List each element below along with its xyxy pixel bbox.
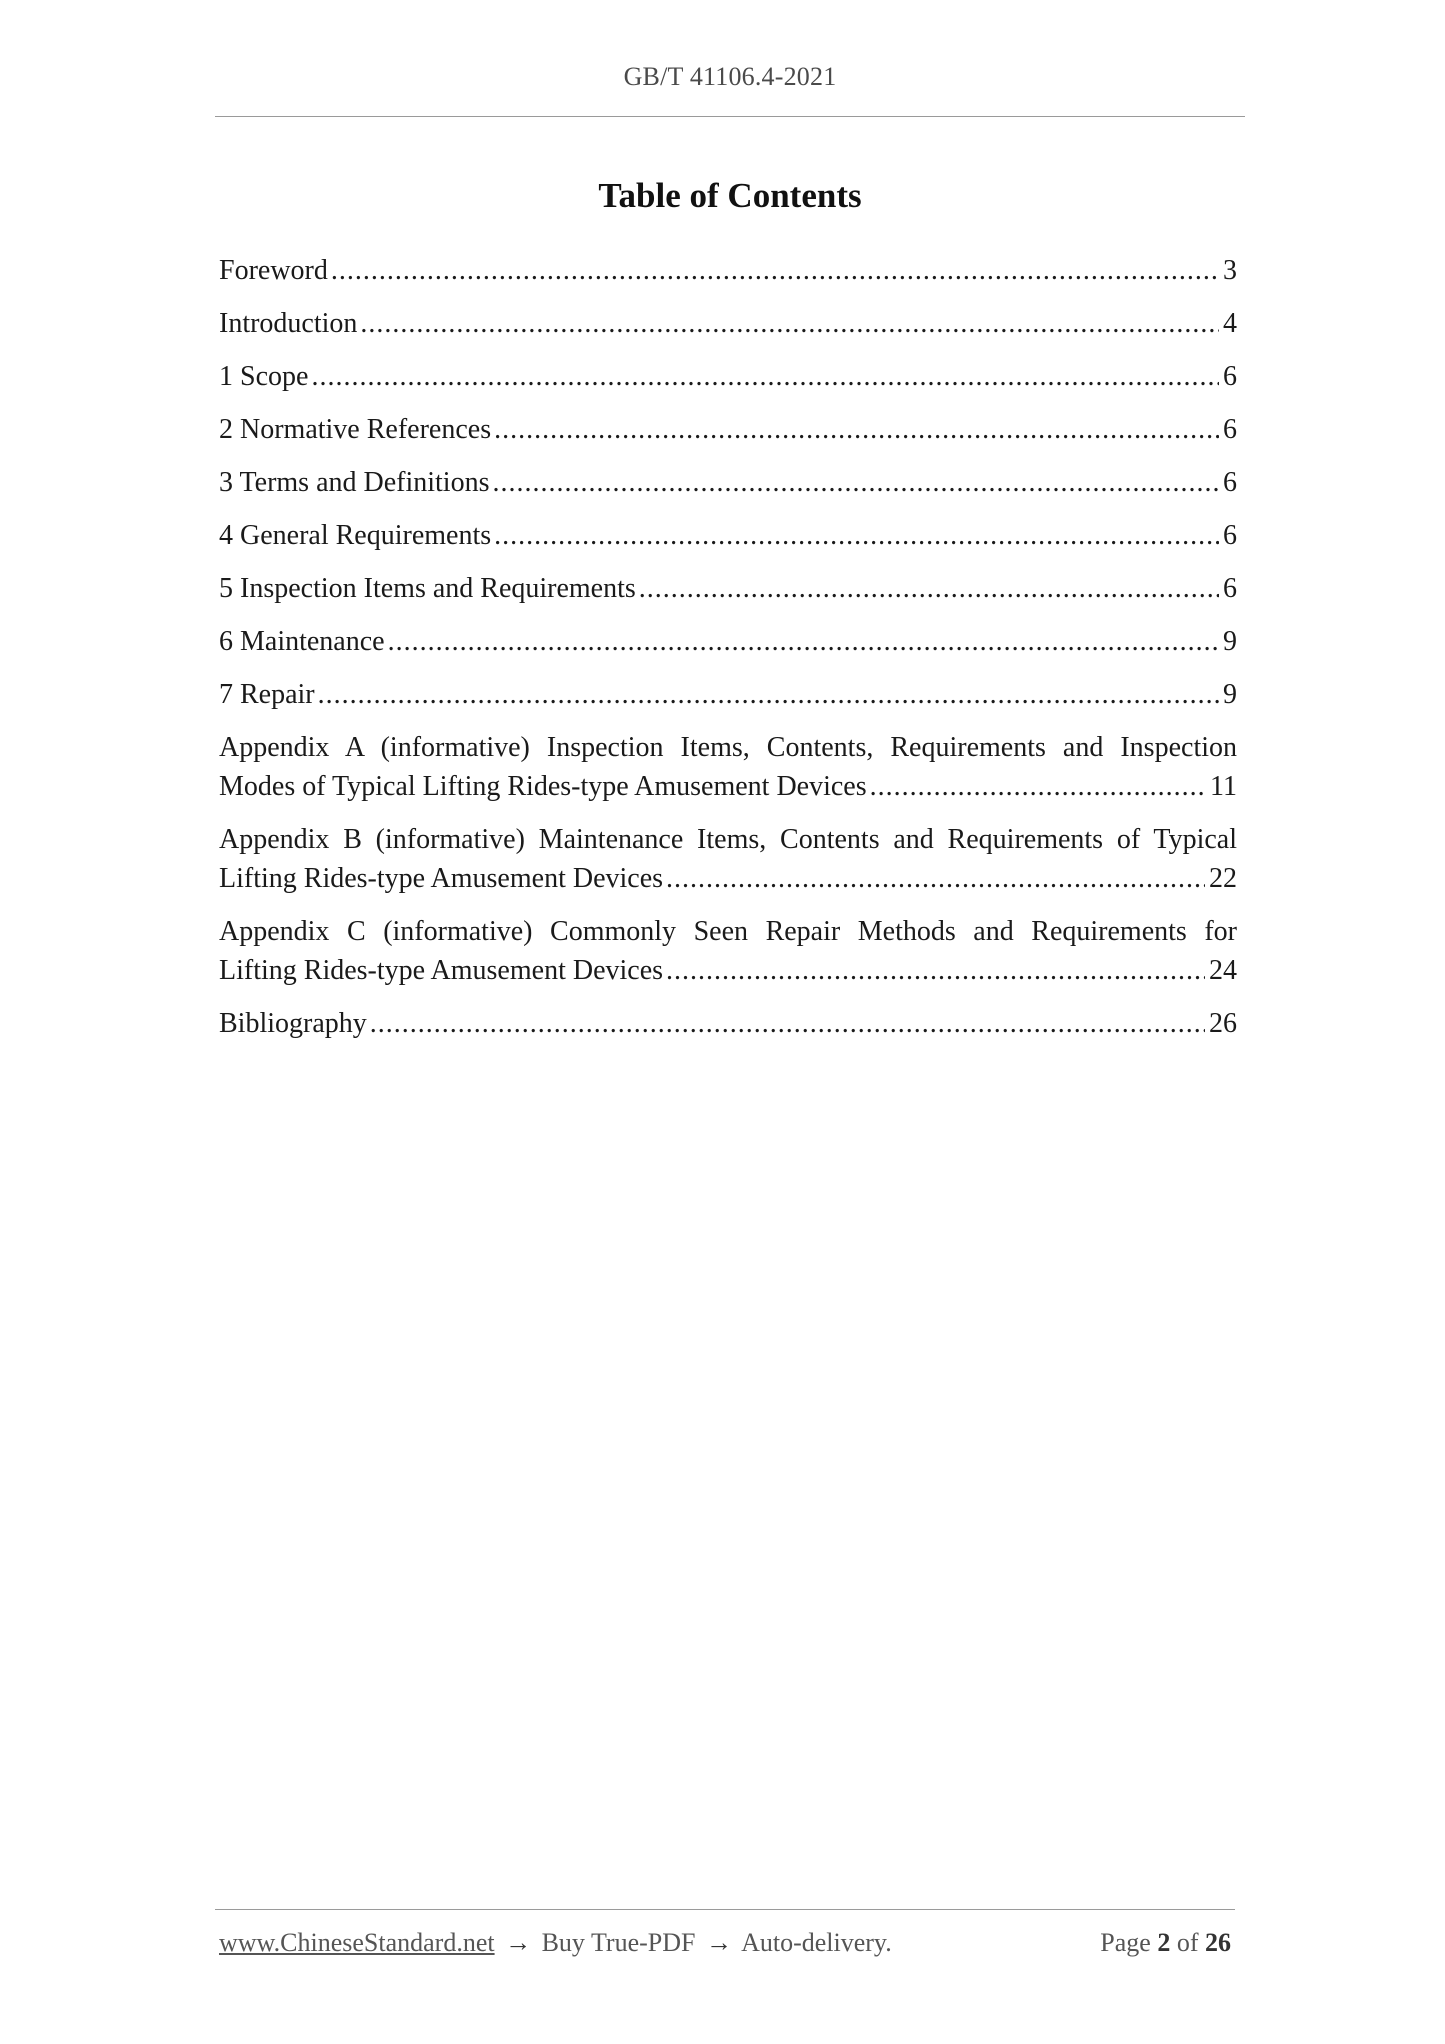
toc-entry-page: 26 bbox=[1209, 1008, 1237, 1039]
toc-entry-scope[interactable] bbox=[219, 357, 1237, 396]
toc-entry-title-line2: Lifting Rides-type Amusement Devices bbox=[219, 955, 664, 986]
toc-entry-title: 4 General Requirements bbox=[219, 520, 492, 551]
toc-entry-appendix-b[interactable] bbox=[219, 820, 1237, 898]
toc-entry-title-line1: Appendix A (informative) Inspection Items, Contents, Requirements and Inspection bbox=[219, 732, 1237, 763]
toc-entry-title: Foreword bbox=[219, 255, 328, 286]
toc-leader-dots bbox=[360, 304, 1219, 343]
arrow-right-icon: → bbox=[505, 1928, 532, 1957]
toc-leader-dots bbox=[494, 516, 1219, 555]
toc-entry-repair[interactable] bbox=[219, 675, 1237, 714]
toc-leader-dots bbox=[331, 251, 1219, 290]
toc-leader-dots bbox=[666, 951, 1205, 990]
toc-entry-title-line2: Modes of Typical Lifting Rides-type Amusement Devices bbox=[219, 771, 867, 802]
toc-title: Table of Contents bbox=[598, 176, 862, 215]
toc-entry-page: 4 bbox=[1223, 308, 1237, 339]
toc-entry-title: 3 Terms and Definitions bbox=[219, 467, 490, 498]
toc-entry-title-line1: Appendix C (informative) Commonly Seen Repair Methods and Requirements for bbox=[219, 916, 1237, 947]
toc-entry-page: 24 bbox=[1209, 955, 1237, 986]
toc-entry-appendix-c[interactable] bbox=[219, 912, 1237, 990]
toc-entry-appendix-a[interactable] bbox=[219, 728, 1237, 806]
toc-leader-dots bbox=[388, 622, 1219, 661]
auto-delivery-text: Auto-delivery. bbox=[741, 1928, 892, 1957]
arrow-right-icon: → bbox=[706, 1928, 732, 1957]
toc-leader-dots bbox=[492, 463, 1219, 502]
toc-entry-page: 22 bbox=[1209, 863, 1237, 894]
toc-leader-dots bbox=[318, 675, 1219, 714]
toc-entry-inspection-items[interactable] bbox=[219, 569, 1237, 608]
toc-entry-page: 11 bbox=[1210, 771, 1237, 802]
toc-entry-title-line1: Appendix B (informative) Maintenance Items, Contents and Requirements of Typical bbox=[219, 824, 1237, 855]
toc-entry-title: 2 Normative References bbox=[219, 414, 492, 445]
toc-leader-dots bbox=[870, 767, 1206, 806]
toc-entry-page: 6 bbox=[1223, 520, 1237, 551]
footer-divider bbox=[215, 1909, 1235, 1910]
document-id-header: GB/T 41106.4-2021 bbox=[623, 62, 837, 91]
toc-entry-foreword[interactable] bbox=[219, 251, 1237, 290]
toc-entry-title: Introduction bbox=[219, 308, 358, 339]
toc-entry-bibliography[interactable] bbox=[219, 1004, 1237, 1043]
toc-entry-terms-and-definitions[interactable] bbox=[219, 463, 1237, 502]
toc-entry-page: 6 bbox=[1223, 414, 1237, 445]
toc-leader-dots bbox=[370, 1004, 1205, 1043]
toc-entry-page: 9 bbox=[1223, 679, 1237, 710]
toc-entry-page: 6 bbox=[1223, 361, 1237, 392]
toc-entry-general-requirements[interactable] bbox=[219, 516, 1237, 555]
toc-entry-title: 6 Maintenance bbox=[219, 626, 385, 657]
toc-leader-dots bbox=[639, 569, 1219, 608]
footer-promo bbox=[219, 1928, 892, 1958]
page-label: Page bbox=[1100, 1928, 1151, 1957]
page-current: 2 bbox=[1157, 1928, 1171, 1957]
toc-entry-page: 6 bbox=[1223, 573, 1237, 604]
toc-leader-dots bbox=[494, 410, 1219, 449]
page-of-label: of bbox=[1176, 1928, 1199, 1957]
website-link[interactable]: www.ChineseStandard.net bbox=[219, 1928, 495, 1957]
page-indicator bbox=[1100, 1928, 1231, 1958]
page-total: 26 bbox=[1205, 1928, 1231, 1957]
toc-entry-page: 6 bbox=[1223, 467, 1237, 498]
toc-entry-title: 1 Scope bbox=[219, 361, 309, 392]
table-of-contents bbox=[219, 251, 1237, 1057]
toc-entry-title: 5 Inspection Items and Requirements bbox=[219, 573, 636, 604]
toc-entry-page: 9 bbox=[1223, 626, 1237, 657]
toc-entry-maintenance[interactable] bbox=[219, 622, 1237, 661]
toc-entry-introduction[interactable] bbox=[219, 304, 1237, 343]
page-footer bbox=[219, 1928, 1231, 1958]
toc-entry-page: 3 bbox=[1223, 255, 1237, 286]
toc-entry-title: 7 Repair bbox=[219, 679, 315, 710]
toc-entry-title-line2: Lifting Rides-type Amusement Devices bbox=[219, 863, 664, 894]
toc-entry-normative-references[interactable] bbox=[219, 410, 1237, 449]
toc-leader-dots bbox=[666, 859, 1205, 898]
buy-true-pdf-text: Buy True-PDF bbox=[541, 1928, 696, 1957]
toc-leader-dots bbox=[311, 357, 1219, 396]
header-divider bbox=[215, 116, 1245, 117]
toc-entry-title: Bibliography bbox=[219, 1008, 367, 1039]
